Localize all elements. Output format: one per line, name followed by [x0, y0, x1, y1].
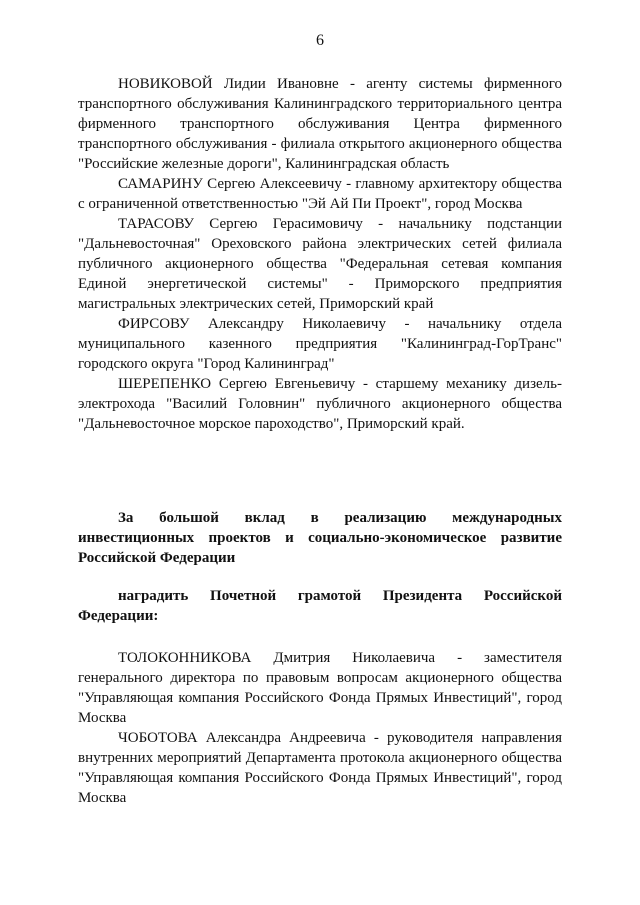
section-heading: За большой вклад в реализацию международных инвестиционных проектов и социально-экономическое развитие Российской Федерации [78, 510, 562, 566]
awardee-entry: НОВИКОВОЙ Лидии Ивановне - агенту системы фирменного транспортного обслуживания Калининградского территориального центра фирменного транспортного обслуживания Центра фирменного транспортного обслуживания - филиала открытого акционерного общества "Российские железные дороги", Калининградская область [78, 76, 562, 172]
award-heading-block [78, 586, 562, 626]
awardee-entry: ТОЛОКОННИКОВА Дмитрия Николаевича - заместителя генерального директора по правовым вопросам акционерного общества "Управляющая компания Российского Фонда Прямых Инвестиций", город Москва [78, 650, 562, 726]
awardee-entry: ФИРСОВУ Александру Николаевичу - начальнику отдела муниципального казенного предприятия "Калининград-ГорТранс" городского округа "Город Калининград" [78, 316, 562, 372]
awardee-list-2 [78, 648, 562, 808]
awardee-entry: ТАРАСОВУ Сергею Герасимовичу - начальнику подстанции "Дальневосточная" Ореховского района электрических сетей филиала публичного акционерного общества "Федеральная сетевая компания Единой энергетической системы" - Приморского предприятия магистральных электрических сетей, Приморский край [78, 216, 562, 312]
awardee-entry: САМАРИНУ Сергею Алексеевичу - главному архитектору общества с ограниченной ответственностью "Эй Ай Пи Проект", город Москва [78, 176, 562, 212]
awardee-entry: ШЕРЕПЕНКО Сергею Евгеньевичу - старшему механику дизель-электрохода "Василий Головнин" публичного акционерного общества "Дальневосточное морское пароходство", Приморский край. [78, 376, 562, 432]
award-heading: наградить Почетной грамотой Президента Российской Федерации: [78, 588, 562, 624]
awardee-entry: ЧОБОТОВА Александра Андреевича - руководителя направления внутренних мероприятий Департамента протокола акционерного общества "Управляющая компания Российского Фонда Прямых Инвестиций", город Москва [78, 730, 562, 806]
section-heading-block [78, 508, 562, 568]
awardee-list-1 [78, 74, 562, 434]
page-number: 6 [316, 32, 324, 49]
